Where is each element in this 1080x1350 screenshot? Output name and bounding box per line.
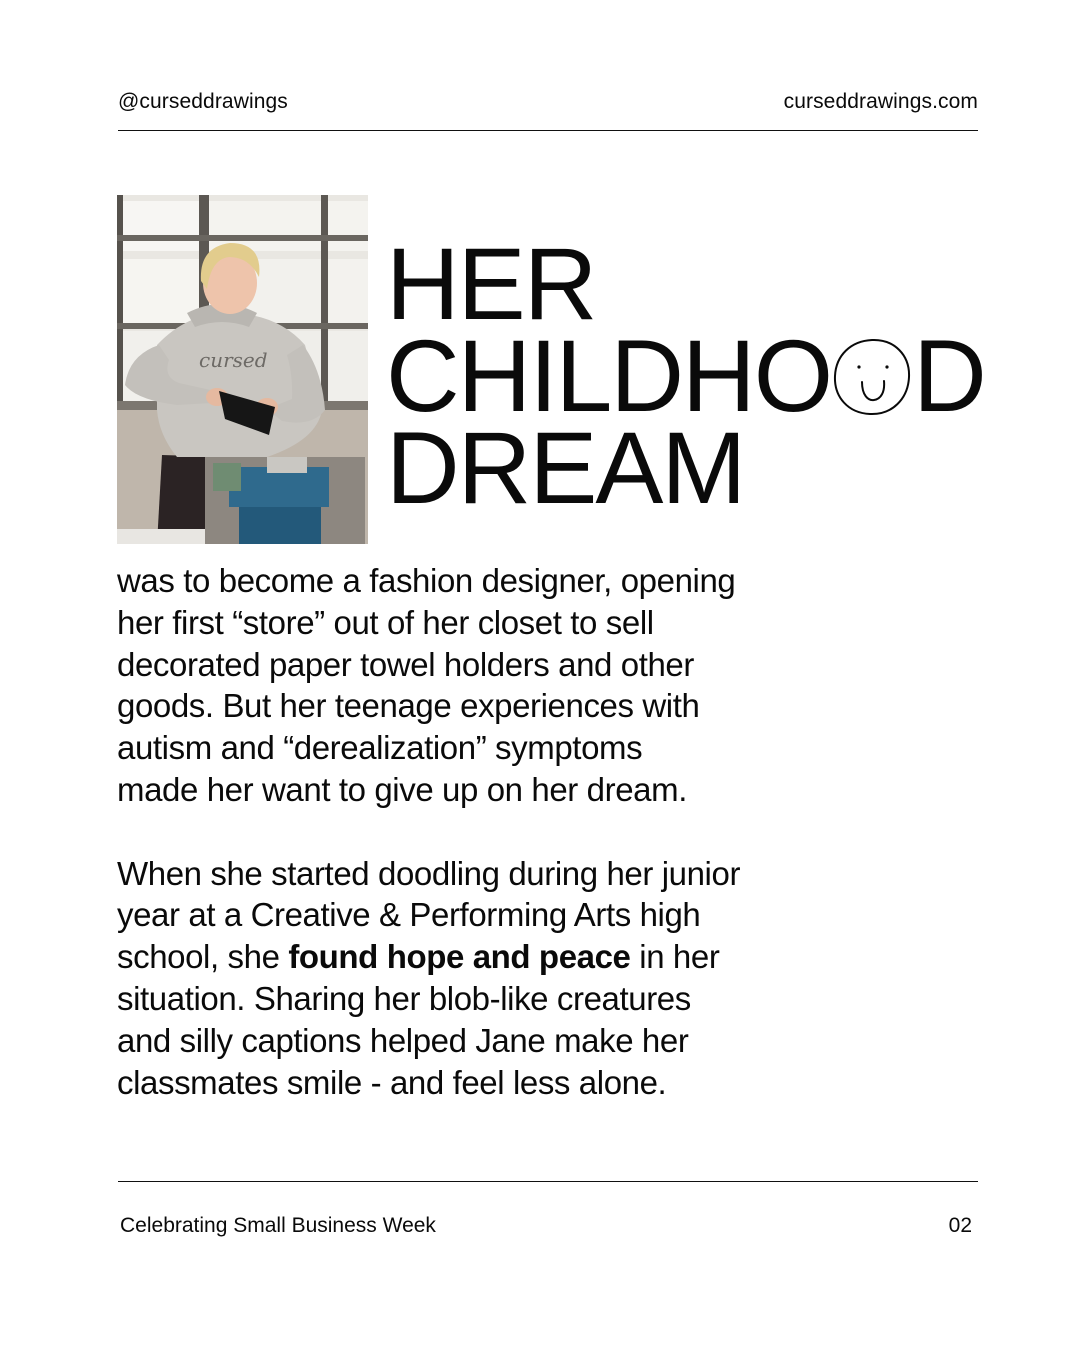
page-header — [118, 88, 978, 131]
page-number: 02 — [948, 1214, 972, 1237]
text-run: school, she — [117, 938, 289, 976]
title-line-her: HER — [386, 227, 596, 341]
highlight-phrase: found hope and peace — [288, 938, 631, 976]
svg-text:cursed: cursed — [199, 348, 268, 372]
page-title — [386, 227, 985, 525]
paragraph-line: made her want to give up on her dream. — [117, 770, 687, 808]
paragraph-line — [117, 936, 857, 978]
website-link[interactable]: curseddrawings.com — [783, 90, 978, 113]
paragraph-line: classmates smile - and feel less alone. — [117, 1063, 667, 1101]
paragraph-line: autism and “derealization” symptoms — [117, 729, 643, 767]
footer-caption: Celebrating Small Business Week — [120, 1214, 436, 1237]
social-handle[interactable]: @curseddrawings — [118, 90, 288, 113]
paragraph-line: goods. But her teenage experiences with — [117, 687, 700, 725]
smiley-face-icon — [832, 337, 912, 417]
title-line-dream: DREAM — [386, 411, 745, 525]
paragraph-line: year at a Creative & Performing Arts high — [117, 896, 701, 934]
paragraph-line: situation. Sharing her blob-like creatures — [117, 979, 691, 1017]
paragraph-line: decorated paper towel holders and other — [117, 645, 694, 683]
paragraph-line: and silly captions helped Jane make her — [117, 1021, 689, 1059]
title-childhood-start: CHILDHO — [386, 319, 832, 433]
story-paragraph-1 — [117, 560, 857, 811]
title-childhood-end: D — [913, 319, 985, 433]
paragraph-line: her first “store” out of her closet to sell — [117, 603, 654, 641]
artist-photo — [117, 195, 368, 544]
paragraph-line: When she started doodling during her junior — [117, 854, 741, 892]
page-footer — [120, 1212, 972, 1240]
text-run: in her — [630, 938, 720, 976]
story-body — [117, 560, 857, 1103]
paragraph-line: was to become a fashion designer, opening — [117, 562, 736, 599]
title-line-childhood — [386, 319, 985, 433]
story-paragraph-2 — [117, 853, 857, 1104]
footer-divider — [118, 1181, 978, 1182]
